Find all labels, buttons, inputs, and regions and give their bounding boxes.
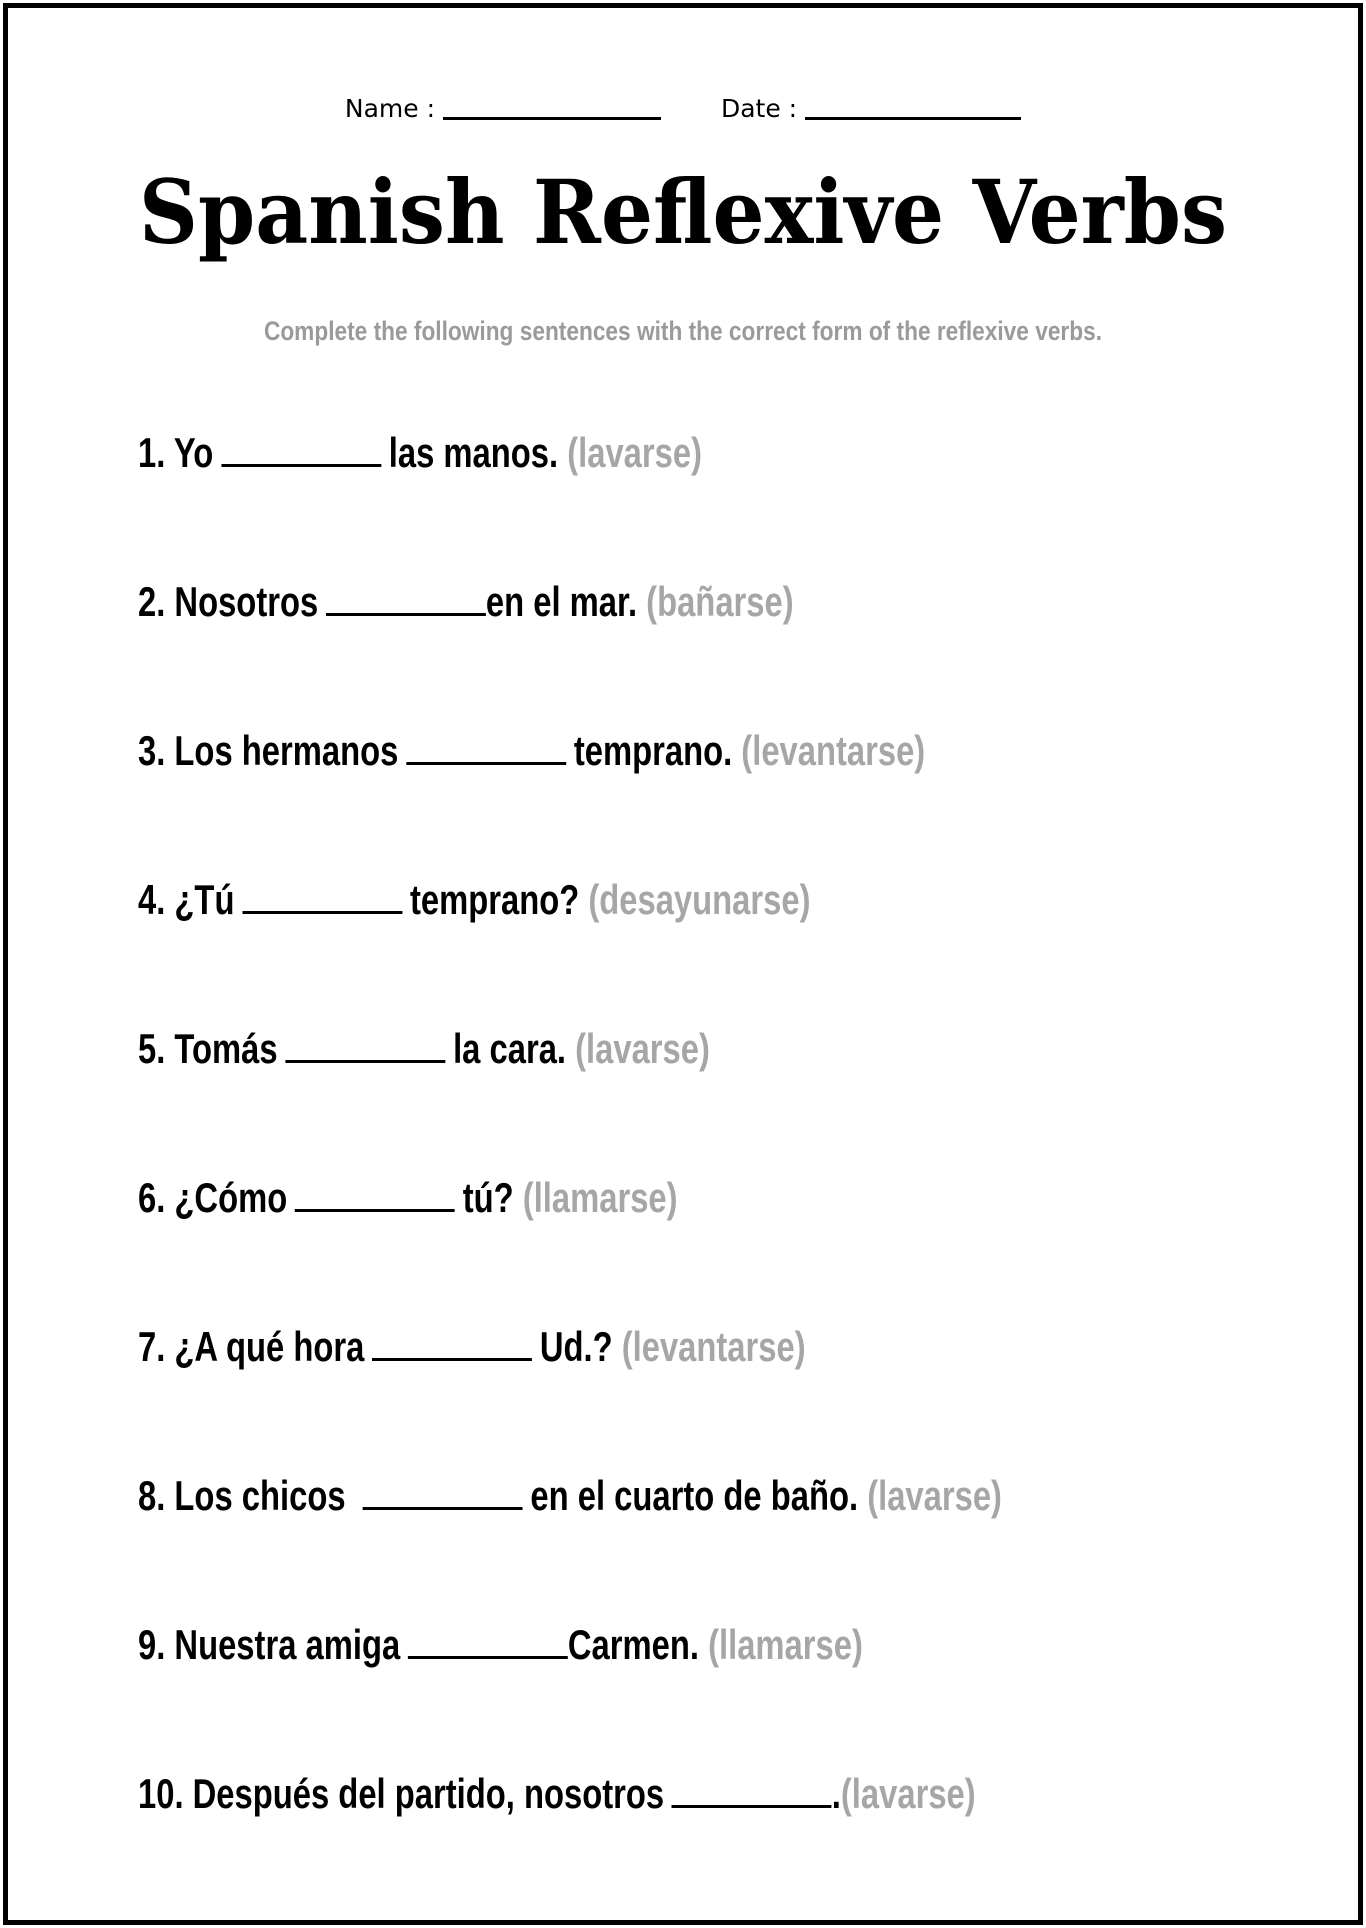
question-2 (138, 577, 794, 627)
question-text-after: Ud.? (539, 1323, 613, 1370)
question-4 (138, 875, 810, 925)
verb-hint: (lavarse) (867, 1472, 1002, 1519)
question-3 (138, 726, 925, 776)
question-text-before: 3. Los hermanos (138, 727, 399, 774)
answer-blank[interactable] (363, 1477, 523, 1510)
question-9 (138, 1620, 863, 1670)
name-label: Name : (344, 94, 436, 123)
answer-blank[interactable] (242, 881, 402, 914)
question-8 (138, 1471, 1002, 1521)
question-text-before: 2. Nosotros (138, 578, 319, 625)
question-text-before: 5. Tomás (138, 1025, 278, 1072)
question-text-before: 4. ¿Tú (138, 876, 235, 923)
verb-hint: (lavarse) (840, 1770, 976, 1817)
question-text-after: temprano? (409, 876, 580, 923)
worksheet-page (3, 3, 1363, 1925)
answer-blank[interactable] (285, 1030, 445, 1063)
verb-hint: (desayunarse) (588, 876, 811, 923)
date-blank-line[interactable] (805, 117, 1021, 120)
verb-hint: (llamarse) (522, 1174, 678, 1221)
question-10 (138, 1769, 976, 1819)
answer-blank[interactable] (372, 1328, 532, 1361)
question-text-after: temprano. (573, 727, 733, 774)
question-text-before: 9. Nuestra amiga (138, 1621, 401, 1668)
verb-hint: (lavarse) (567, 429, 702, 476)
name-field (345, 94, 661, 123)
page-title: Spanish Reflexive Verbs (138, 160, 1228, 264)
question-text-after: tú? (462, 1174, 514, 1221)
answer-blank[interactable] (672, 1775, 832, 1808)
question-text-after: en el cuarto de baño. (530, 1472, 859, 1519)
answer-blank[interactable] (406, 732, 566, 765)
answer-blank[interactable] (408, 1626, 568, 1659)
verb-hint: (levantarse) (741, 727, 926, 774)
verb-hint: (levantarse) (621, 1323, 806, 1370)
question-text-after: la cara. (453, 1025, 567, 1072)
question-1 (138, 428, 702, 478)
question-text-before: 7. ¿A qué hora (138, 1323, 365, 1370)
answer-blank[interactable] (295, 1179, 455, 1212)
date-field (721, 94, 1021, 123)
instructions: Complete the following sentences with the correct form of the reflexive verbs. (263, 316, 1103, 346)
question-text-after: en el mar. (485, 578, 638, 625)
question-text-before: 10. Después del partido, nosotros (138, 1770, 665, 1817)
question-text-after: las manos. (388, 429, 559, 476)
verb-hint: (lavarse) (575, 1025, 710, 1072)
verb-hint: (llamarse) (708, 1621, 863, 1668)
name-date-header (8, 94, 1358, 123)
question-text-after: Carmen. (567, 1621, 699, 1668)
question-text-before: 1. Yo (138, 429, 214, 476)
question-5 (138, 1024, 710, 1074)
answer-blank[interactable] (221, 434, 381, 467)
question-text-before: 8. Los chicos (138, 1472, 346, 1519)
question-6 (138, 1173, 678, 1223)
name-blank-line[interactable] (443, 117, 661, 120)
question-text-after: . (831, 1770, 841, 1817)
answer-blank[interactable] (326, 583, 486, 616)
question-text-before: 6. ¿Cómo (138, 1174, 288, 1221)
question-7 (138, 1322, 806, 1372)
verb-hint: (bañarse) (646, 578, 794, 625)
date-label: Date : (720, 94, 798, 123)
